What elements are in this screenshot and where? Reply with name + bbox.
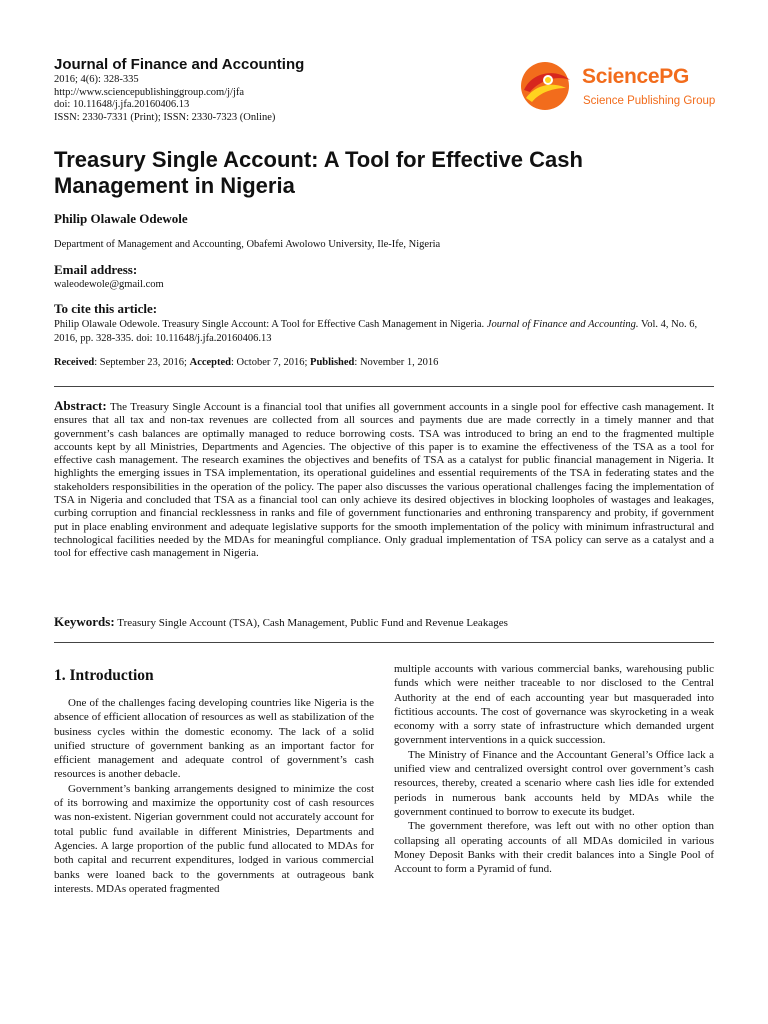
intro-paragraph: multiple accounts with various commercial banks, warehousing public funds which were neither traceable to nor disclosed to the Central Authority at the end of each accounting year but masqueraded into fictitious accounts. The cost of governance was skyrocketing in a weak economy with a sorry state of infrastructure which demanded urgent government interventions in a quick succession.: [394, 663, 714, 747]
divider-bottom: [54, 642, 714, 643]
journal-url[interactable]: http://www.sciencepublishinggroup.com/j/jfa: [54, 86, 245, 98]
publication-dates: [54, 357, 438, 368]
journal-name: Journal of Finance and Accounting: [54, 56, 305, 73]
citation-suffix: Vol. 4, No. 6, 2016, pp. 328-335. doi: 10.11648/j.jfa.20160406.13: [54, 319, 698, 344]
intro-paragraph: Government’s banking arrangements designed to minimize the cost of its borrowing and maximize the opportunity cost of cash resources was non-existent. Nigerian government could not accurately account for total public fund available in different Ministries, Departments and Agencies. A large proportion of the public fund allocated to MDAs for both capital and recurrent expenditures, lodged in various commercial banks were loaned back to the governments at outrageous bank interests. MDAs operated fragmented: [54, 782, 374, 895]
cite-heading: To cite this article:: [54, 301, 158, 316]
published-label: Published: [310, 357, 355, 368]
journal-meta: [54, 74, 275, 124]
issue-line: 2016; 4(6): 328-335: [54, 74, 139, 85]
sciencepg-logo-icon: [512, 58, 582, 114]
citation-prefix: Philip Olawale Odewole. Treasury Single Account: A Tool for Effective Cash Management in Nigeria.: [54, 319, 487, 330]
accepted-date: : October 7, 2016;: [231, 357, 311, 368]
keywords-label: Keywords:: [54, 614, 115, 629]
published-date: : November 1, 2016: [354, 357, 439, 368]
keywords-text: Treasury Single Account (TSA), Cash Management, Public Fund and Revenue Leakages: [117, 617, 508, 629]
abstract-label: Abstract:: [54, 398, 107, 413]
abstract: [54, 399, 714, 561]
email-address[interactable]: waleodewole@gmail.com: [54, 279, 164, 290]
logo-subtitle: Science Publishing Group: [583, 95, 716, 107]
issn-line: ISSN: 2330-7331 (Print); ISSN: 2330-7323 (Online): [54, 111, 276, 123]
received-label: Received: [54, 357, 95, 368]
citation-text: [54, 318, 714, 346]
author-affiliation: Department of Management and Accounting, Obafemi Awolowo University, Ile-Ife, Nigeria: [54, 239, 441, 250]
section-heading-introduction: 1. Introduction: [54, 667, 154, 684]
citation-journal: Journal of Finance and Accounting.: [486, 319, 639, 330]
intro-right-column: [394, 662, 714, 876]
received-date: : September 23, 2016;: [94, 357, 190, 368]
accepted-label: Accepted: [189, 357, 232, 368]
divider-top: [54, 386, 714, 387]
email-heading: Email address:: [54, 262, 138, 277]
intro-paragraph: The Ministry of Finance and the Accountant General’s Office lack a unified view and centralized oversight control over government’s cash resources, thereby, created a scenario where cash lies idle for extended periods in numerous bank accounts held by MDAs while the government continued to borrow to execute its budget.: [394, 748, 714, 818]
logo-wordmark: SciencePG: [582, 65, 690, 88]
intro-paragraph: One of the challenges facing developing countries like Nigeria is the absence of efficient allocation of resources as well as stabilization of the business cycles within the domestic economy. The lack of a solid unified structure of government banking as an important factor for efficient management and adequate control of government’s cash resources is another debacle.: [54, 697, 374, 781]
doi-line: doi: 10.11648/j.jfa.20160406.13: [54, 99, 190, 110]
keywords: [54, 614, 714, 630]
intro-left-column: [54, 696, 374, 896]
paper-title: Treasury Single Account: A Tool for Effective Cash Management in Nigeria: [54, 147, 583, 198]
abstract-text: The Treasury Single Account is a financial tool that unifies all government accounts in a single pool for effective cash management. It ensures that all tax and non-tax revenues are collected from all sources and payments due are made correctly in a timely manner and that government’s cash balances are optimally managed to reduce borrowing costs. TSA was introduced to bring an end to the fragmented multiple accounts kept by all Ministries, Departments and Agencies. The objective of this paper is to examine the effectiveness of the TSA as a tool for effective cash management. The research examines the objectives and benefits of TSA as a catalyst for public financial management in Nigeria. It highlights the emerging issues in TSA implementation, its operational guidelines and essential requirements of the TSA in federating states and the stakeholders responsibilities in the operation of the policy. The paper also discusses the various operational challenges facing the implementation of TSA in Nigeria and concluded that TSA as a financial tool can only achieve its desired objectives in blocking loopholes of wastages and leakages, curbing corruption and financial recklessness in ranks and file of government functionaries and enthroning transparency and probity, if government put in place enabling environment and adequate legislative supports for the smooth implementation of the policy with minimum infrastructural and technological facilities needed by the MDAs for meaningful compliance. Only gradual implementation of TSA policy can serve as a catalyst and a tool for effective cash management in Nigeria.: [54, 401, 714, 560]
author-name: Philip Olawale Odewole: [54, 211, 188, 226]
intro-paragraph: The government therefore, was left out with no other option than collapsing all operating accounts of all MDAs domiciled in various Money Deposit Banks with their credit balances into a Single Pool of Account to form a Pyramid of fund.: [394, 820, 714, 876]
